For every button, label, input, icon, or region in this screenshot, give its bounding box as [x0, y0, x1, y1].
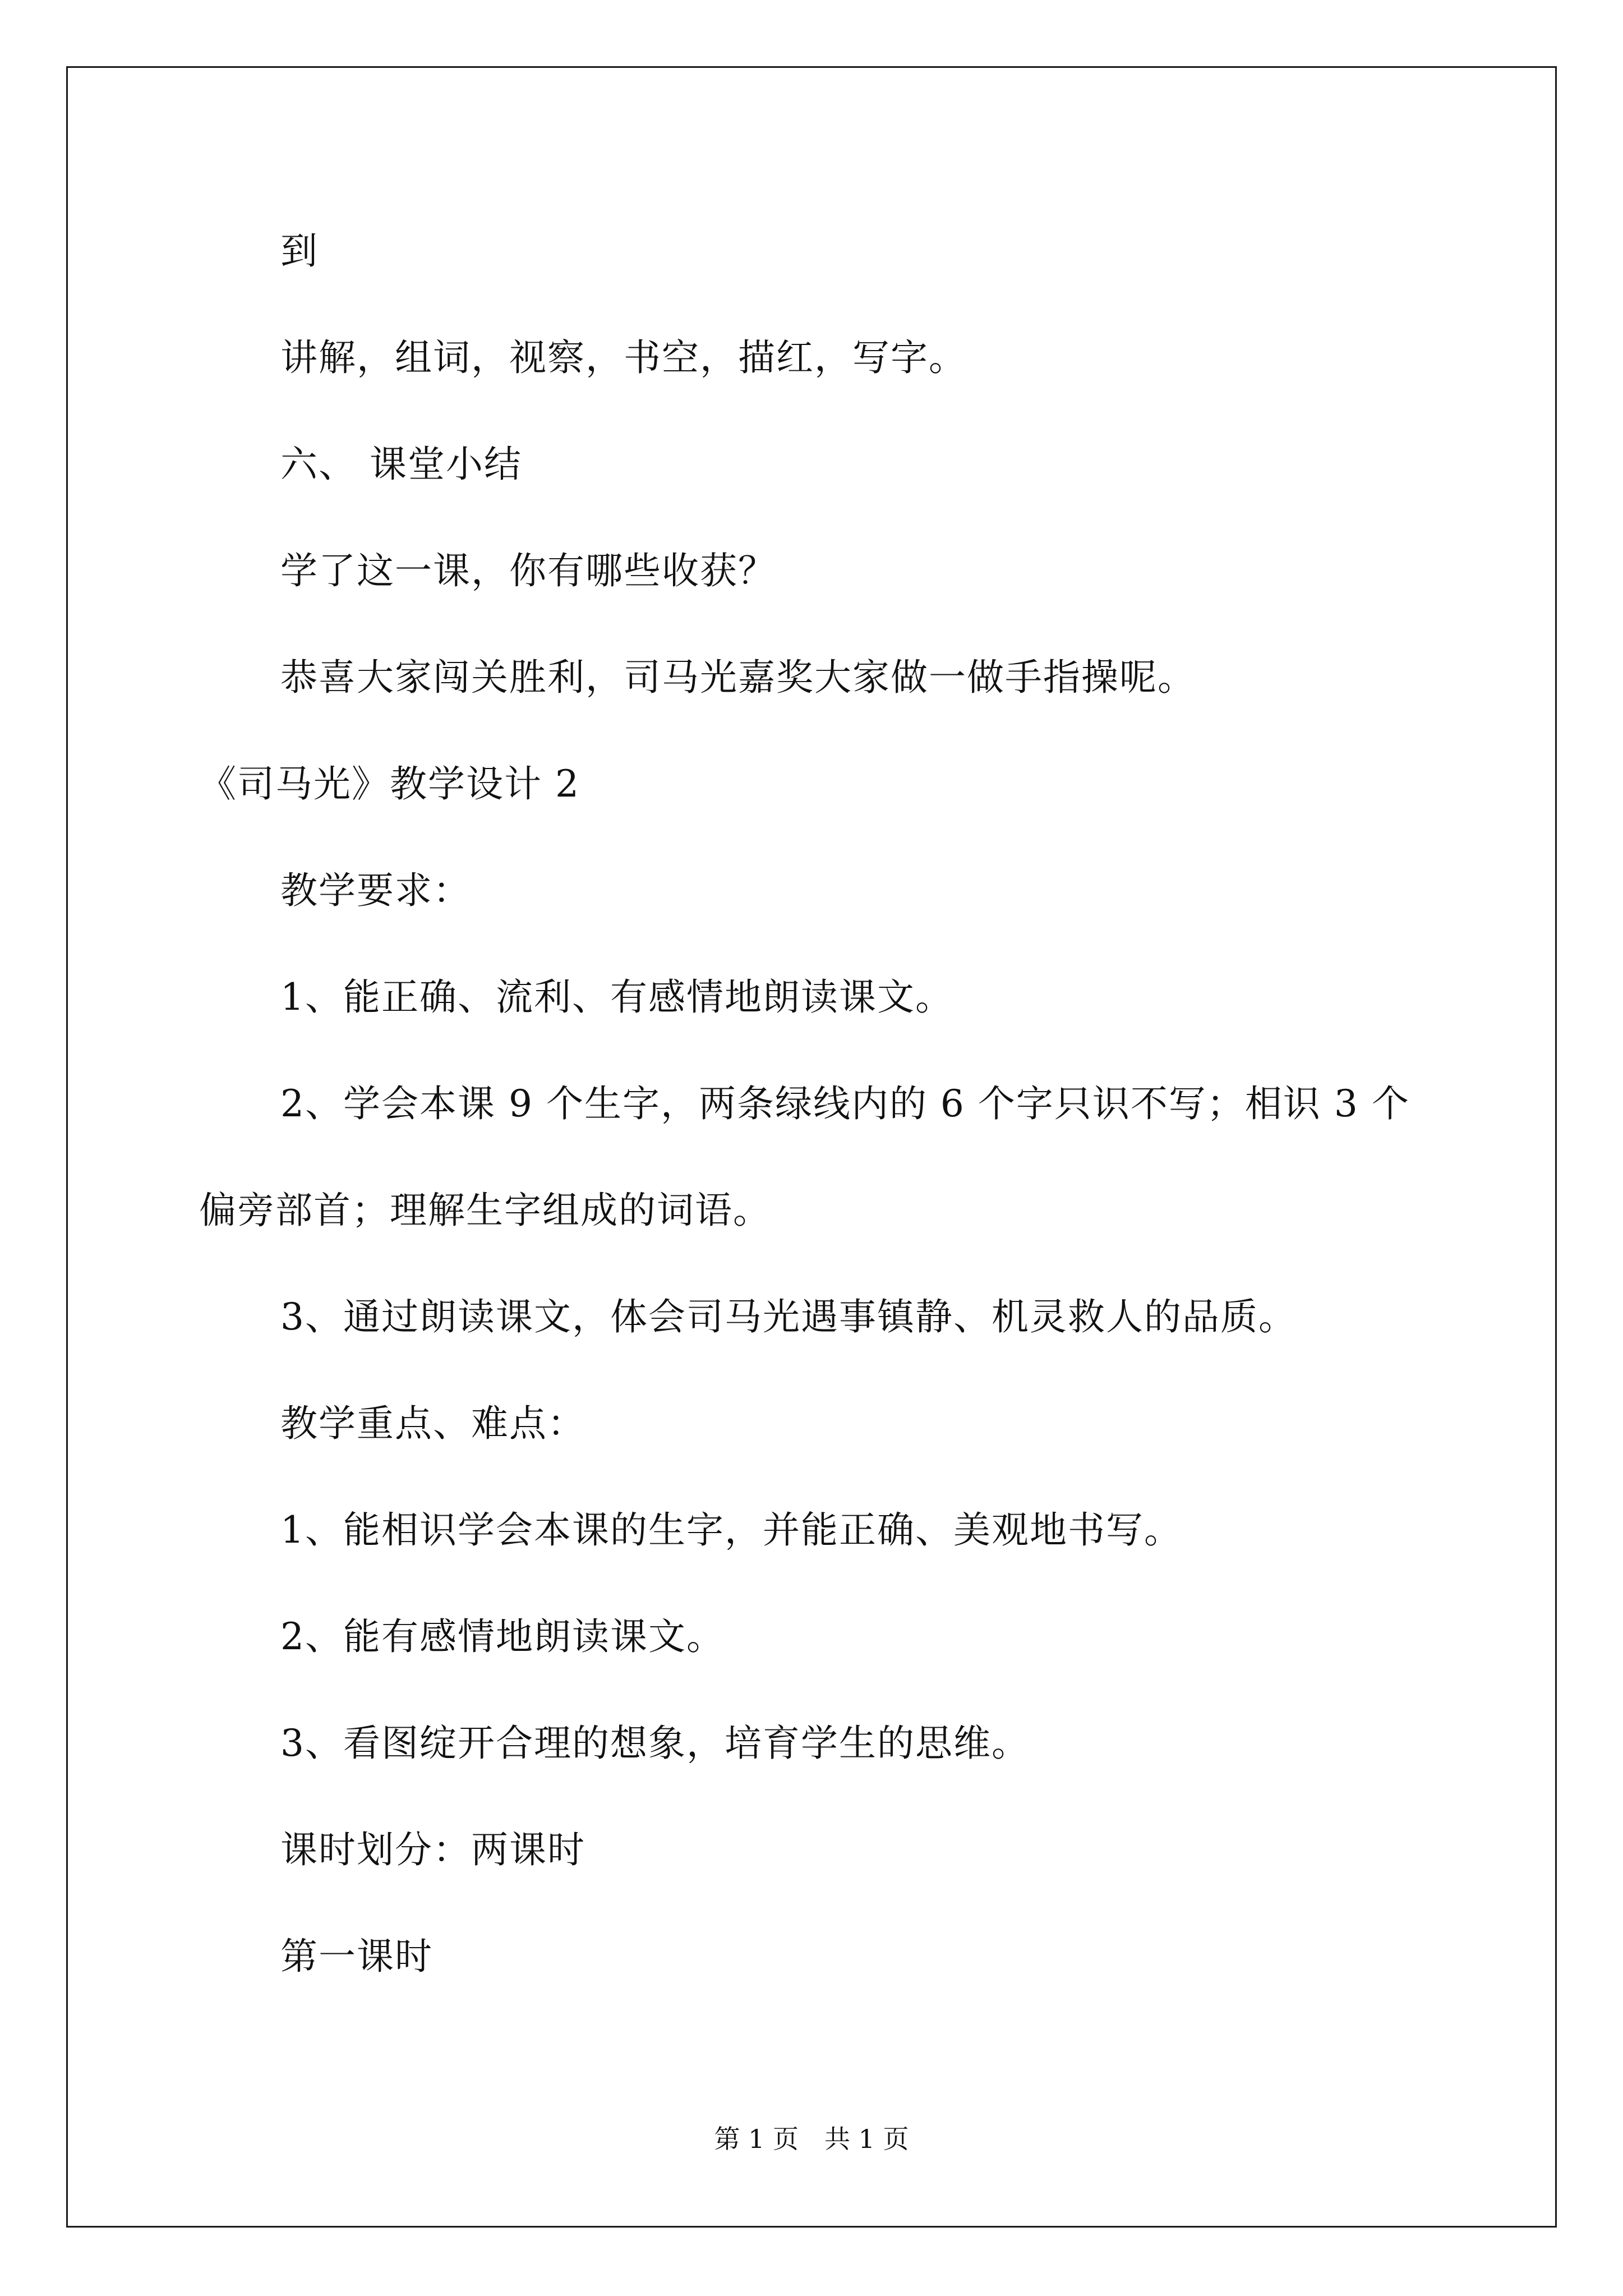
list-item-requirement-3: 3、通过朗读课文，体会司马光遇事镇静、机灵救人的品质。	[280, 1295, 1297, 1338]
section-heading-summary: 六、 课堂小结	[280, 443, 522, 486]
list-item-key-point-3: 3、看图绽开合理的想象，培育学生的思维。	[280, 1722, 1030, 1765]
document-section-title: 《司马光》教学设计 2	[199, 762, 580, 806]
page-footer: 第 1 页 共 1 页	[714, 2124, 909, 2154]
page-border	[66, 66, 1557, 2228]
lesson-division: 课时划分：两课时	[280, 1828, 585, 1871]
list-item-requirement-1: 1、能正确、流利、有感情地朗读课文。	[280, 976, 953, 1019]
text-line-1: 到	[280, 229, 319, 273]
heading-requirements: 教学要求：	[280, 869, 471, 912]
heading-first-lesson: 第一课时	[280, 1935, 433, 1978]
list-item-key-point-2: 2、能有感情地朗读课文。	[280, 1615, 725, 1658]
text-line-4: 学了这一课，你有哪些收获？	[280, 549, 776, 592]
list-item-requirement-2: 2、学会本课 9 个生字，两条绿线内的 6 个字只识不写；相识 3 个	[280, 1082, 1410, 1125]
heading-key-points: 教学重点、难点：	[280, 1402, 585, 1445]
text-line-5: 恭喜大家闯关胜利，司马光嘉奖大家做一做手指操呢。	[280, 656, 1196, 699]
text-line-2: 讲解，组词，视察，书空，描红，写字。	[280, 336, 967, 379]
list-item-key-point-1: 1、能相识学会本课的生字，并能正确、美观地书写。	[280, 1508, 1182, 1552]
list-item-requirement-2-cont: 偏旁部首；理解生字组成的词语。	[199, 1189, 771, 1232]
